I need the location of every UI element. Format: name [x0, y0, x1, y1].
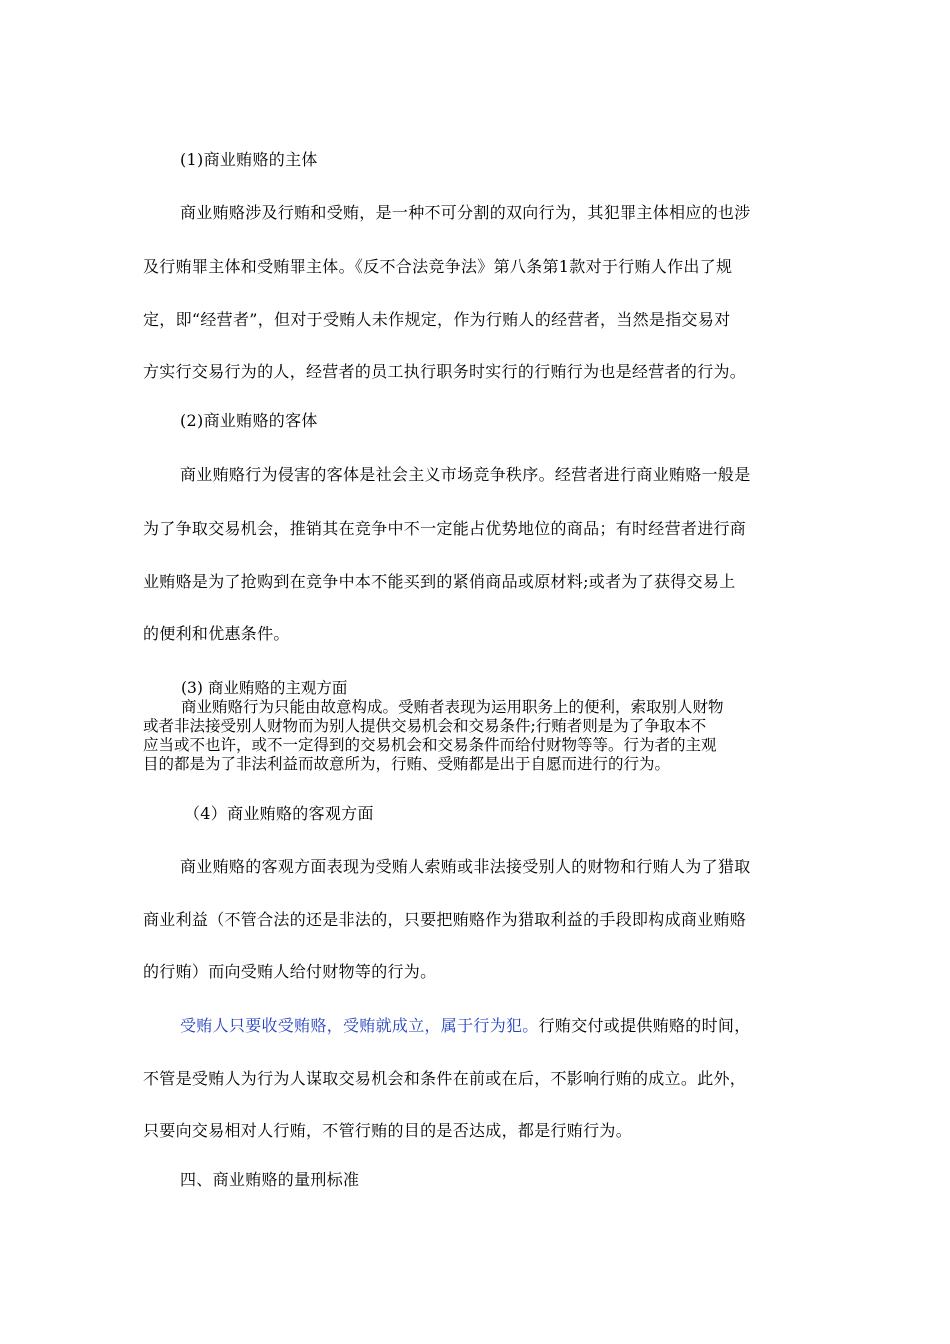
section-1-heading: (1)商业贿赂的主体: [180, 150, 318, 169]
section-3-line-3: 应当或不也许，或不一定得到的交易机会和交易条件而给付财物等等。行为者的主观: [143, 736, 717, 754]
section-3-heading: (3) 商业贿赂的主观方面: [181, 679, 348, 697]
section-6-heading: 四、商业贿赂的量刑标准: [180, 1170, 360, 1189]
section-4-line-1: 商业贿赂的客观方面表现为受贿人索贿或非法接受别人的财物和行贿人为了猎取: [180, 857, 751, 876]
section-2-line-3: 业贿赂是为了抢购到在竞争中本不能买到的紧俏商品或原材料;或者为了获得交易上: [143, 572, 736, 591]
section-5-line-1: [180, 1016, 860, 1036]
section-2-line-1: 商业贿赂行为侵害的客体是社会主义市场竞争秩序。经营者进行商业贿赂一般是: [180, 465, 751, 484]
section-4-line-2: 商业利益（不管合法的还是非法的，只要把贿赂作为猎取利益的手段即构成商业贿赂: [143, 910, 747, 929]
section-5-line-2: 不管是受贿人为行为人谋取交易机会和条件在前或在后，不影响行贿的成立。此外，: [143, 1069, 747, 1088]
section-4-line-3: 的行贿）而向受贿人给付财物等的行为。: [143, 962, 437, 981]
section-2-heading: (2)商业贿赂的客体: [180, 411, 318, 430]
section-1-line-4: 方实行交易行为的人，经营者的员工执行职务时实行的行贿行为也是经营者的行为。: [143, 362, 747, 381]
section-5-line-1-rest: 行贿交付或提供贿赂的时间，: [538, 1016, 751, 1035]
section-4-heading: （4）商业贿赂的客观方面: [184, 804, 374, 823]
section-1-line-3: 定，即“经营者”，但对于受贿人未作规定，作为行贿人的经营者，当然是指交易对: [143, 310, 731, 329]
section-2-line-4: 的便利和优惠条件。: [143, 624, 290, 643]
section-3-line-1: 商业贿赂行为只能由故意构成。受贿者表现为运用职务上的便利，索取别人财物: [181, 698, 724, 716]
highlighted-statement: 受贿人只要收受贿赂，受贿就成立，属于行为犯。: [180, 1016, 539, 1035]
section-5-line-3: 只要向交易相对人行贿，不管行贿的目的是否达成，都是行贿行为。: [143, 1121, 633, 1140]
section-2-line-2: 为了争取交易机会，推销其在竞争中不一定能占优势地位的商品；有时经营者进行商: [143, 519, 747, 538]
section-3-line-2: 或者非法接受别人财物而为别人提供交易机会和交易条件;行贿者则是为了争取本不: [143, 717, 707, 735]
section-3-line-4: 目的都是为了非法利益而故意所为，行贿、受贿都是出于自愿而进行的行为。: [143, 755, 671, 773]
section-1-line-1: 商业贿赂涉及行贿和受贿，是一种不可分割的双向行为，其犯罪主体相应的也涉: [180, 203, 751, 222]
section-1-line-2: 及行贿罪主体和受贿罪主体。《反不合法竞争法》第八条第1款对于行贿人作出了规: [143, 257, 733, 276]
